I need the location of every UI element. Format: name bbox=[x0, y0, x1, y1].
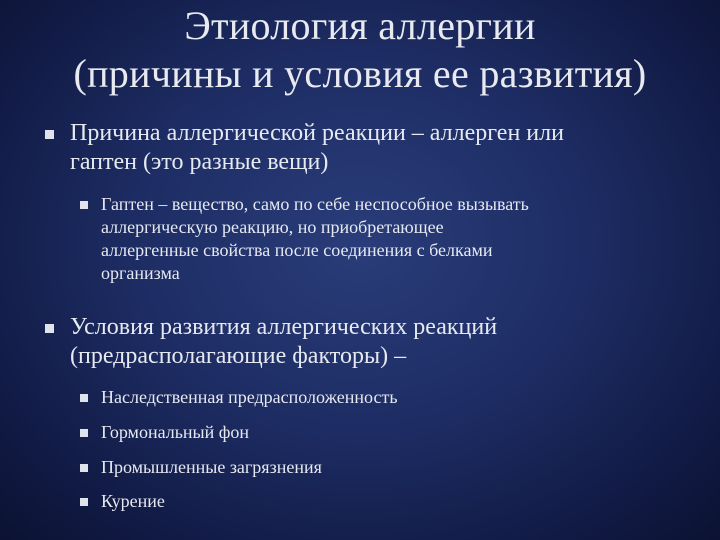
square-bullet-icon bbox=[80, 201, 88, 209]
bullet-conditions bbox=[70, 313, 670, 371]
square-bullet-icon bbox=[80, 429, 88, 437]
slide-title-line-2: (причины и условия ее развития) bbox=[73, 51, 647, 96]
sub-bullet-pollution bbox=[101, 456, 671, 479]
sub-bullet-text-line: Гормональный фон bbox=[101, 422, 250, 442]
sub-bullet-text-line: организма bbox=[101, 263, 180, 283]
square-bullet-icon bbox=[45, 130, 54, 139]
sub-bullet-text-line: Наследственная предрасположенность bbox=[101, 387, 398, 407]
sub-bullet-hormones bbox=[101, 421, 671, 444]
sub-bullet-text-line: Курение bbox=[101, 491, 165, 511]
slide-title bbox=[0, 2, 720, 98]
square-bullet-icon bbox=[45, 324, 54, 333]
sub-bullet-hapten bbox=[101, 193, 671, 285]
bullet-cause bbox=[70, 119, 670, 177]
bullet-text-line: (предрасполагающие факторы) – bbox=[70, 343, 407, 369]
sub-bullet-text-line: Промышленные загрязнения bbox=[101, 457, 322, 477]
sub-bullet-smoking bbox=[101, 490, 671, 513]
bullet-text-line: гаптен (это разные вещи) bbox=[70, 149, 329, 175]
bullet-text-line: Причина аллергической реакции – аллерген или bbox=[70, 120, 564, 146]
sub-bullet-heredity bbox=[101, 386, 671, 409]
sub-bullet-text-line: аллергическую реакцию, но приобретающее bbox=[101, 217, 444, 237]
square-bullet-icon bbox=[80, 464, 88, 472]
slide-title-line-1: Этиология аллергии bbox=[184, 3, 536, 48]
sub-bullet-text-line: аллергенные свойства после соединения с белками bbox=[101, 240, 493, 260]
square-bullet-icon bbox=[80, 394, 88, 402]
bullet-text-line: Условия развития аллергических реакций bbox=[70, 314, 498, 340]
square-bullet-icon bbox=[80, 498, 88, 506]
sub-bullet-text-line: Гаптен – вещество, само по себе неспособное вызывать bbox=[101, 194, 529, 214]
